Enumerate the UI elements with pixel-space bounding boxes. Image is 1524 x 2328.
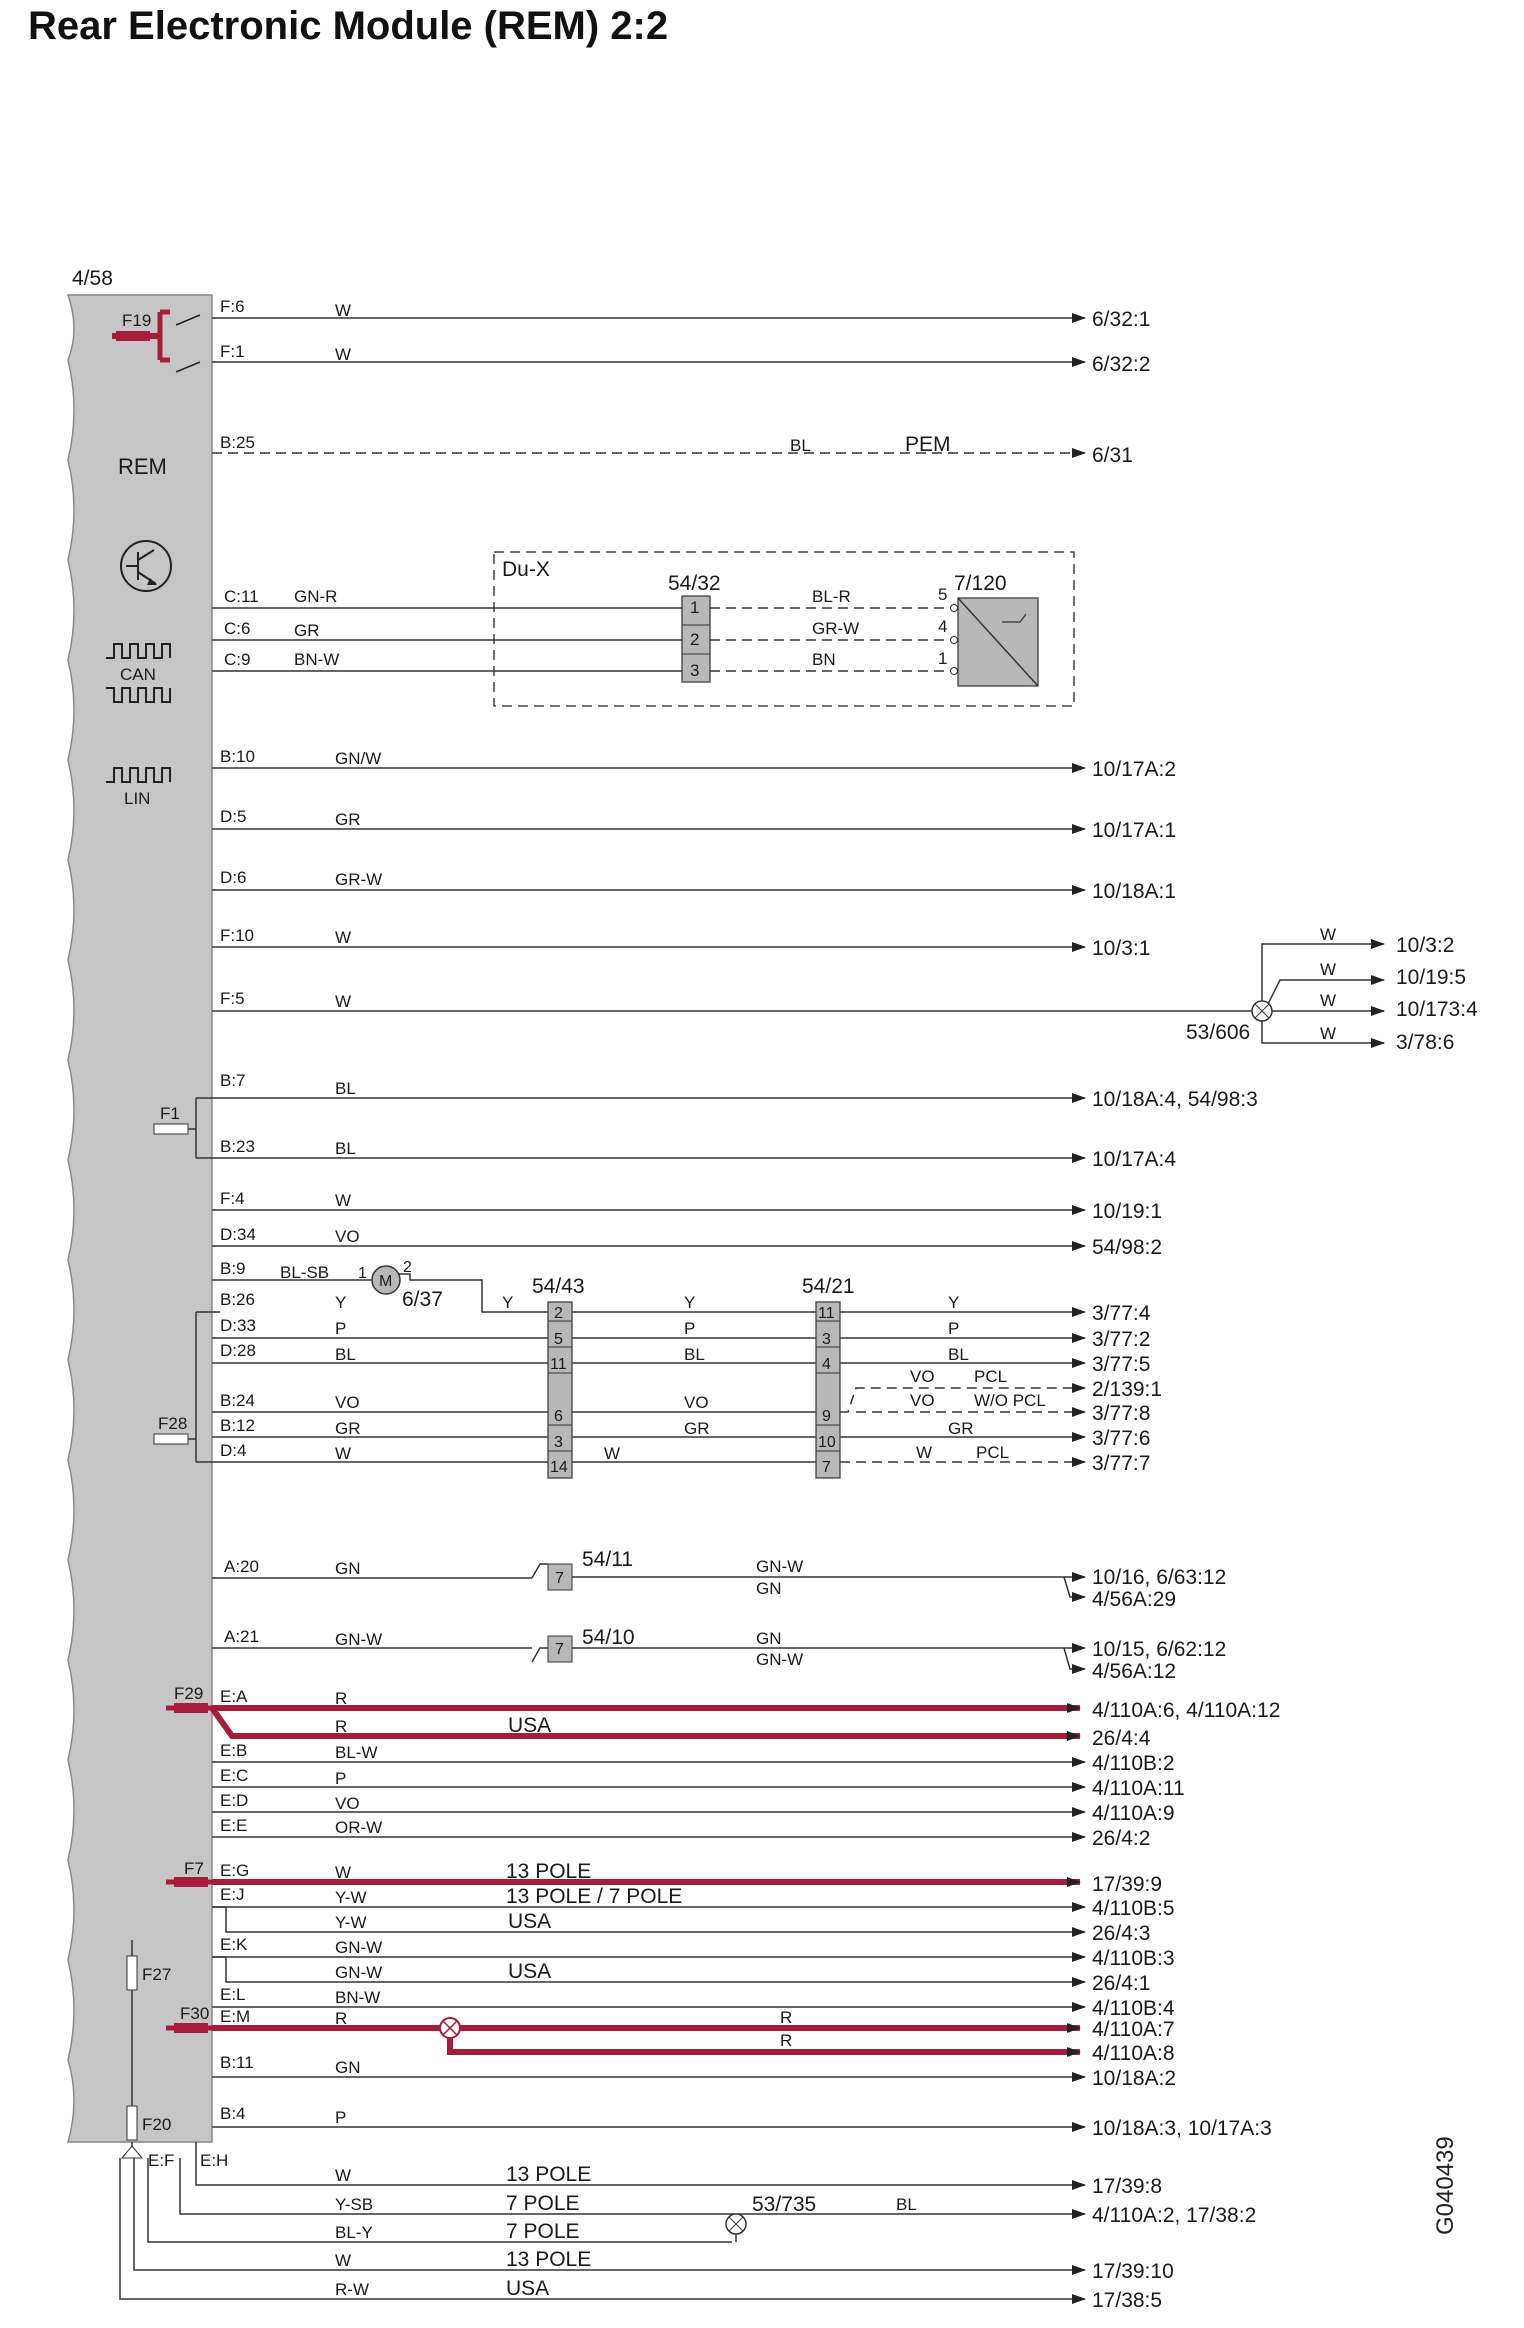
svg-text:B:9: B:9: [220, 1259, 246, 1278]
svg-text:Y: Y: [502, 1293, 514, 1312]
svg-text:BL: BL: [948, 1345, 969, 1364]
svg-text:A:20: A:20: [224, 1557, 259, 1576]
svg-text:PEM: PEM: [905, 433, 951, 456]
svg-text:F:6: F:6: [220, 297, 245, 316]
svg-text:GN-W: GN-W: [335, 1938, 383, 1957]
row-d5: [212, 807, 1176, 842]
svg-text:E:D: E:D: [220, 1791, 249, 1810]
group-row-y: [212, 1290, 1151, 1325]
svg-text:B:11: B:11: [220, 2053, 254, 2072]
svg-text:BL-Y: BL-Y: [335, 2223, 373, 2242]
svg-text:Y-SB: Y-SB: [335, 2195, 374, 2214]
svg-text:W: W: [1320, 960, 1337, 979]
row-ek: [212, 1935, 1175, 1995]
svg-text:7: 7: [555, 1641, 564, 1658]
svg-text:Du-X: Du-X: [502, 558, 550, 581]
f19-label: F19: [122, 311, 152, 330]
module-ref: 4/58: [72, 267, 113, 290]
svg-text:26/4:2: 26/4:2: [1092, 1827, 1151, 1850]
svg-text:USA: USA: [508, 1714, 552, 1737]
svg-text:PCL: PCL: [976, 1443, 1010, 1462]
svg-text:E:K: E:K: [220, 1935, 248, 1954]
svg-text:1: 1: [358, 1265, 367, 1282]
svg-text:B:25: B:25: [220, 433, 255, 452]
svg-text:10/19:1: 10/19:1: [1092, 1200, 1163, 1223]
dux-row-2: [212, 617, 958, 649]
svg-text:13 POLE: 13 POLE: [506, 2248, 592, 2271]
svg-text:B:7: B:7: [220, 1071, 246, 1090]
svg-text:BN-W: BN-W: [335, 1988, 381, 2007]
svg-text:R: R: [335, 1717, 348, 1736]
svg-text:10/15, 6/62:12: 10/15, 6/62:12: [1092, 1638, 1227, 1661]
svg-text:BL: BL: [790, 436, 811, 455]
can-label: CAN: [120, 665, 156, 684]
svg-text:P: P: [335, 1319, 347, 1338]
row-f10: [212, 926, 1150, 960]
svg-text:6/31: 6/31: [1092, 444, 1133, 467]
svg-text:7: 7: [555, 1570, 564, 1587]
group-row-w: [212, 1441, 1150, 1475]
svg-text:W: W: [335, 928, 352, 947]
svg-text:F27: F27: [142, 1965, 172, 1984]
group-row-gr: [212, 1416, 1150, 1450]
svg-text:BL: BL: [335, 1079, 356, 1098]
svg-text:2/139:1: 2/139:1: [1092, 1378, 1163, 1401]
svg-text:4/56A:29: 4/56A:29: [1092, 1588, 1177, 1611]
svg-text:GR-W: GR-W: [812, 619, 860, 638]
svg-text:E:L: E:L: [220, 1985, 246, 2004]
svg-text:10/3:2: 10/3:2: [1396, 934, 1455, 957]
svg-text:4/110A:6, 4/110A:12: 4/110A:6, 4/110A:12: [1092, 1699, 1281, 1722]
svg-text:E:C: E:C: [220, 1766, 249, 1785]
row-b11: [212, 2053, 1176, 2090]
svg-text:GR-W: GR-W: [335, 870, 383, 889]
svg-text:F:1: F:1: [220, 342, 245, 361]
svg-text:VO: VO: [335, 1393, 360, 1412]
svg-text:F30: F30: [180, 2004, 210, 2023]
row-a21: [212, 1626, 1226, 1683]
svg-text:26/4:3: 26/4:3: [1092, 1922, 1151, 1945]
svg-text:GN: GN: [756, 1629, 782, 1648]
svg-text:GR: GR: [335, 1419, 361, 1438]
svg-text:E:M: E:M: [220, 2007, 251, 2026]
svg-text:53/606: 53/606: [1186, 1021, 1251, 1044]
svg-text:B:12: B:12: [220, 1416, 255, 1435]
svg-text:6/32:1: 6/32:1: [1092, 308, 1151, 331]
svg-text:54/32: 54/32: [668, 572, 721, 595]
svg-text:VO: VO: [335, 1794, 360, 1813]
svg-text:R-W: R-W: [335, 2280, 369, 2299]
row-b7: [212, 1071, 1258, 1111]
svg-text:3: 3: [822, 1331, 831, 1348]
svg-text:4/110B:4: 4/110B:4: [1092, 1997, 1175, 2020]
svg-text:54/98:2: 54/98:2: [1092, 1236, 1163, 1259]
svg-text:GN-W: GN-W: [335, 1963, 383, 1982]
svg-text:26/4:1: 26/4:1: [1092, 1972, 1151, 1995]
svg-text:D:5: D:5: [220, 807, 247, 826]
row-d6: [212, 868, 1176, 903]
svg-text:E:E: E:E: [220, 1816, 248, 1835]
connector-54-21: [802, 1275, 855, 1478]
svg-text:F20: F20: [142, 2115, 172, 2134]
svg-text:W: W: [335, 345, 352, 364]
svg-text:4: 4: [938, 617, 948, 636]
svg-text:54/10: 54/10: [582, 1626, 635, 1649]
svg-text:11: 11: [550, 1356, 567, 1373]
svg-text:13 POLE: 13 POLE: [506, 2163, 592, 2186]
svg-text:BN: BN: [812, 650, 836, 669]
dux-row-3: [212, 649, 958, 680]
svg-text:W: W: [916, 1443, 933, 1462]
svg-text:E:B: E:B: [220, 1741, 248, 1760]
svg-text:GR: GR: [684, 1419, 710, 1438]
svg-text:OR-W: OR-W: [335, 1818, 383, 1837]
svg-text:GN/W: GN/W: [335, 749, 382, 768]
svg-text:4/110A:8: 4/110A:8: [1092, 2042, 1175, 2065]
svg-text:E:H: E:H: [200, 2151, 229, 2170]
document-id: G040439: [1432, 2136, 1459, 2235]
svg-text:3/77:8: 3/77:8: [1092, 1402, 1151, 1425]
svg-text:GN-W: GN-W: [335, 1630, 383, 1649]
svg-text:3/77:2: 3/77:2: [1092, 1328, 1151, 1351]
svg-text:R: R: [335, 1689, 348, 1708]
svg-text:6/32:2: 6/32:2: [1092, 353, 1151, 376]
row-ee: [212, 1816, 1150, 1850]
svg-text:10/18A:1: 10/18A:1: [1092, 880, 1177, 903]
svg-text:10/17A:1: 10/17A:1: [1092, 819, 1177, 842]
svg-text:F1: F1: [160, 1104, 180, 1123]
svg-text:2: 2: [554, 1305, 563, 1322]
svg-text:F7: F7: [184, 1859, 204, 1878]
svg-text:R: R: [335, 2009, 348, 2028]
svg-text:BL-SB: BL-SB: [280, 1263, 330, 1282]
row-b23: [212, 1137, 1176, 1171]
svg-text:GR: GR: [948, 1419, 974, 1438]
row-el: [212, 1985, 1175, 2020]
svg-text:BL-W: BL-W: [335, 1743, 378, 1762]
svg-text:10/16, 6/63:12: 10/16, 6/63:12: [1092, 1566, 1227, 1589]
group-row-bl: [212, 1341, 1150, 1376]
svg-text:C:11: C:11: [224, 587, 259, 606]
svg-text:VO: VO: [684, 1393, 709, 1412]
svg-text:54/21: 54/21: [802, 1275, 855, 1298]
svg-text:4: 4: [822, 1356, 831, 1373]
row-a20: [212, 1548, 1226, 1611]
row-b4: [212, 2104, 1272, 2140]
svg-text:W: W: [335, 1444, 352, 1463]
svg-text:BL-R: BL-R: [812, 587, 851, 606]
svg-text:GN: GN: [756, 1579, 782, 1598]
svg-text:3/77:5: 3/77:5: [1092, 1353, 1151, 1376]
svg-text:B:10: B:10: [220, 747, 255, 766]
svg-text:Y: Y: [948, 1293, 960, 1312]
svg-text:2: 2: [690, 630, 700, 649]
svg-text:W: W: [335, 992, 352, 1011]
svg-text:F28: F28: [158, 1414, 188, 1433]
svg-text:B:26: B:26: [220, 1290, 255, 1309]
row-d34: [212, 1225, 1162, 1259]
svg-text:17/39:9: 17/39:9: [1092, 1873, 1163, 1896]
svg-text:W: W: [1320, 925, 1337, 944]
svg-text:2: 2: [403, 1259, 412, 1276]
svg-text:17/39:8: 17/39:8: [1092, 2175, 1163, 2198]
svg-text:1: 1: [690, 598, 700, 617]
connector-54-43: [532, 1275, 585, 1478]
svg-text:D:28: D:28: [220, 1341, 256, 1360]
svg-text:R: R: [780, 2031, 793, 2050]
svg-text:Y-W: Y-W: [335, 1913, 367, 1932]
svg-text:W: W: [604, 1444, 621, 1463]
svg-text:4/110B:3: 4/110B:3: [1092, 1947, 1175, 1970]
svg-text:E:G: E:G: [220, 1861, 250, 1880]
svg-text:BL: BL: [896, 2195, 917, 2214]
row-em: [166, 2004, 1175, 2065]
svg-text:4/110A:7: 4/110A:7: [1092, 2018, 1175, 2041]
dux-box: [494, 552, 1074, 706]
svg-text:13 POLE: 13 POLE: [506, 1860, 592, 1883]
svg-text:W/O PCL: W/O PCL: [974, 1391, 1046, 1410]
svg-text:Y-W: Y-W: [335, 1888, 367, 1907]
svg-text:5: 5: [938, 585, 948, 604]
svg-text:10/19:5: 10/19:5: [1396, 966, 1467, 989]
svg-text:1: 1: [938, 649, 948, 668]
svg-text:R: R: [780, 2008, 793, 2027]
svg-text:GN: GN: [335, 1559, 361, 1578]
svg-text:D:4: D:4: [220, 1441, 247, 1460]
svg-text:3: 3: [690, 661, 700, 680]
svg-text:W: W: [335, 2166, 352, 2185]
svg-text:P: P: [335, 1769, 347, 1788]
svg-text:P: P: [684, 1319, 696, 1338]
svg-text:B:4: B:4: [220, 2104, 246, 2123]
svg-text:10/18A:3, 10/17A:3: 10/18A:3, 10/17A:3: [1092, 2117, 1272, 2140]
svg-text:54/43: 54/43: [532, 1275, 585, 1298]
svg-text:F:10: F:10: [220, 926, 255, 945]
page-title: Rear Electronic Module (REM) 2:2: [28, 4, 669, 48]
svg-text:4/110A:11: 4/110A:11: [1092, 1777, 1185, 1800]
row-f4: [212, 1189, 1162, 1223]
svg-text:4/110B:5: 4/110B:5: [1092, 1897, 1175, 1920]
row-f1: [212, 342, 1150, 376]
svg-text:3/78:6: 3/78:6: [1396, 1031, 1455, 1054]
svg-text:4/110A:9: 4/110A:9: [1092, 1802, 1175, 1825]
svg-text:BN-W: BN-W: [294, 650, 340, 669]
svg-text:6: 6: [554, 1408, 563, 1425]
svg-text:M: M: [379, 1273, 393, 1290]
row-f5-splice: [212, 925, 1478, 1054]
svg-text:W: W: [1320, 1024, 1337, 1043]
svg-text:P: P: [335, 2108, 347, 2127]
svg-text:D:6: D:6: [220, 868, 247, 887]
svg-text:10/17A:4: 10/17A:4: [1092, 1148, 1177, 1171]
svg-text:7 POLE: 7 POLE: [506, 2192, 580, 2215]
svg-text:BL: BL: [335, 1345, 356, 1364]
row-b10: [212, 747, 1176, 781]
svg-text:USA: USA: [508, 1960, 552, 1983]
svg-text:W: W: [335, 1863, 352, 1882]
svg-text:USA: USA: [506, 2277, 550, 2300]
svg-text:53/735: 53/735: [752, 2193, 817, 2216]
motor-6-37: [212, 1259, 548, 1312]
bottom-tree: [120, 2142, 1256, 2312]
svg-text:GN-R: GN-R: [294, 587, 338, 606]
svg-text:10/17A:2: 10/17A:2: [1092, 758, 1177, 781]
module-name: REM: [118, 454, 167, 479]
svg-text:C:9: C:9: [224, 650, 251, 669]
svg-text:6/37: 6/37: [402, 1288, 443, 1311]
svg-text:11: 11: [818, 1305, 835, 1322]
svg-text:E:A: E:A: [220, 1687, 248, 1706]
row-f6: [212, 297, 1150, 331]
svg-text:9: 9: [822, 1408, 831, 1425]
svg-text:4/110A:2, 17/38:2: 4/110A:2, 17/38:2: [1092, 2204, 1257, 2227]
row-eb: [212, 1741, 1175, 1775]
svg-text:P: P: [948, 1319, 960, 1338]
svg-text:GN-W: GN-W: [756, 1557, 804, 1576]
lin-label: LIN: [124, 789, 151, 808]
svg-text:4/110B:2: 4/110B:2: [1092, 1752, 1175, 1775]
svg-text:GN-W: GN-W: [756, 1650, 804, 1669]
svg-text:E:J: E:J: [220, 1885, 245, 1904]
svg-text:Y: Y: [684, 1293, 696, 1312]
svg-text:F29: F29: [174, 1684, 204, 1703]
svg-text:3/77:4: 3/77:4: [1092, 1302, 1151, 1325]
svg-text:10: 10: [818, 1434, 836, 1451]
svg-text:10/173:4: 10/173:4: [1396, 998, 1478, 1021]
svg-text:5: 5: [554, 1331, 563, 1348]
svg-text:VO: VO: [910, 1367, 935, 1386]
svg-text:3/77:7: 3/77:7: [1092, 1452, 1151, 1475]
svg-text:7 POLE: 7 POLE: [506, 2220, 580, 2243]
svg-text:54/11: 54/11: [582, 1548, 633, 1571]
svg-text:BL: BL: [684, 1345, 705, 1364]
svg-text:BL: BL: [335, 1139, 356, 1158]
svg-text:GR: GR: [335, 810, 361, 829]
row-ej: [212, 1885, 1175, 1945]
svg-text:4/56A:12: 4/56A:12: [1092, 1660, 1177, 1683]
svg-text:VO: VO: [335, 1227, 360, 1246]
row-b25: [212, 433, 1133, 467]
svg-text:PCL: PCL: [974, 1367, 1008, 1386]
svg-text:7: 7: [822, 1459, 831, 1476]
svg-text:W: W: [1320, 991, 1337, 1010]
group-row-vo: [212, 1367, 1162, 1425]
svg-text:W: W: [335, 1191, 352, 1210]
svg-text:B:24: B:24: [220, 1391, 255, 1410]
svg-text:F:4: F:4: [220, 1189, 245, 1208]
row-ea: [166, 1684, 1280, 1750]
svg-text:10/18A:4, 54/98:3: 10/18A:4, 54/98:3: [1092, 1088, 1258, 1111]
svg-text:Y: Y: [335, 1293, 347, 1312]
svg-text:W: W: [335, 2251, 352, 2270]
svg-text:17/39:10: 17/39:10: [1092, 2260, 1174, 2283]
svg-text:D:33: D:33: [220, 1316, 256, 1335]
svg-text:10/3:1: 10/3:1: [1092, 937, 1151, 960]
svg-text:VO: VO: [910, 1391, 935, 1410]
svg-text:W: W: [335, 301, 352, 320]
svg-text:17/38:5: 17/38:5: [1092, 2289, 1163, 2312]
dux-row-1: [212, 585, 958, 617]
svg-text:E:F: E:F: [148, 2151, 175, 2170]
svg-text:USA: USA: [508, 1910, 552, 1933]
svg-text:3: 3: [554, 1434, 563, 1451]
svg-text:B:23: B:23: [220, 1137, 255, 1156]
svg-text:14: 14: [550, 1459, 568, 1476]
svg-text:3/77:6: 3/77:6: [1092, 1427, 1151, 1450]
svg-text:7/120: 7/120: [954, 572, 1007, 595]
svg-text:GN: GN: [335, 2058, 361, 2077]
svg-text:26/4:4: 26/4:4: [1092, 1727, 1151, 1750]
svg-text:A:21: A:21: [224, 1627, 259, 1646]
svg-text:D:34: D:34: [220, 1225, 256, 1244]
svg-text:10/18A:2: 10/18A:2: [1092, 2067, 1177, 2090]
svg-text:F:5: F:5: [220, 989, 245, 1008]
svg-text:13 POLE / 7 POLE: 13 POLE / 7 POLE: [506, 1885, 683, 1908]
svg-text:GR: GR: [294, 621, 320, 640]
svg-text:C:6: C:6: [224, 619, 251, 638]
